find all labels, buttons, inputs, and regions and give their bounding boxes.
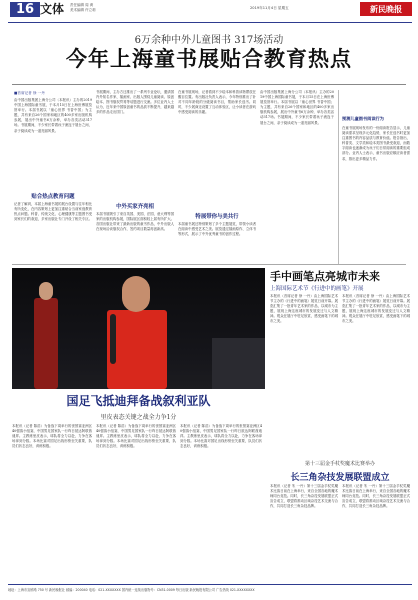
football-players-photo <box>12 268 265 389</box>
background-glow <box>212 338 265 389</box>
lead-column-1b: 记者了解到，本届上海童书展的展台设置与往年相比有所变化，在内容策划上更加注重贴合当前家庭教育热点问题。科普、传统文化、心理健康等主题图书受到家长们的欢迎，多家出版社专门开设了相关专区。 <box>14 202 92 222</box>
lead-column-1a: 由中国出版集团上海分公司（本报讯）主办的2019中国上海国际童书展，于本月15日在上海世博展览馆举行。本届书展以「童心世界 书香中国」为主题，共有来自26个国家和地区的400多家出版机构参展，展出中外童书6万余种，举办各类活动317场。书展期间，不少家长带着孩子流连于展台之间，亲子阅读成为一道亮丽风景。 <box>14 98 92 133</box>
lead-headline: 今年上海童书展贴合教育热点 <box>66 47 352 71</box>
lead-column-3a: 在童书展现场，记者看到不少绘本和科普读物摆放在醒目位置。有出版社负责人表示，今年特别推出了针对不同年龄段的分级阅读书目，帮助家长选书。同时，不少展商还设置了互动体验区，让小读者在游戏中感受阅读的乐趣。 <box>178 90 256 115</box>
art-column-2: 本报讯（首席记者 徐 一丹）由上海国际艺术节主办的《行进中的画笔》展览日前开幕。展览汇集了一批青年艺术家的作品，以城市为主题，展现上海这座城市的发展变迁与人文精神。观众在展厅中驻足欣赏，感受画笔下的城市之美。 <box>342 294 410 324</box>
acrobatics-headline: 长三角杂技发展联盟成立 <box>290 473 390 483</box>
player-left-head <box>39 282 53 300</box>
header-rule <box>8 22 412 23</box>
section-title: 文体 <box>40 2 65 16</box>
lead-reporter: ■首席记者 徐 一丹 <box>14 91 45 95</box>
footer-imprint: 地址：上海市宣桥路 750 号 新民晚报社 邮编：200040 电话：021-XXXXXXX 国内统一连续出版物号：CN31-0009 每日出版 新民晚报有限公司 广告热线 021-XXXXXXXX <box>8 584 412 592</box>
player-center-figure <box>107 310 167 389</box>
lead-column-4: 由中国出版集团上海分公司（本报讯）主办的2019中国上海国际童书展，于本月15日在上海世博展览馆举行。本届书展以「童心世界 书香中国」为主题，共有来自26个国家和地区的400多家出版机构参展，展出中外童书6万余种，举办各类活动317场。书展期间，不少家长带着孩子流连于展台之间，亲子阅读成为一道亮丽风景。 <box>260 90 334 125</box>
acrobatics-column-1: 本报讯（记者 朱 一丹）第十三届金手杖奖魔术比赛日前在上海举行，来自全国各地的魔术师同台竞技。同时，长三角杂技发展联盟正式宣告成立，联盟将推动区域杂技艺术交流与合作，共同打造长三角杂技品牌。 <box>270 484 338 509</box>
sidebar-divider <box>338 90 339 264</box>
art-column-1: 本报讯（首席记者 徐 一丹）由上海国际艺术节主办的《行进中的画笔》展览日前开幕。展览汇集了一批青年艺术家的作品，以城市为主题，展现上海这座城市的发展变迁与人文精神。观众在展厅中驻足欣赏，感受画笔下的城市之美。 <box>270 294 338 324</box>
sports-banner-headline: 国足飞抵迪拜备战叙利亚队 <box>66 394 211 408</box>
lead-column-2b: 本届书展吸引了来自英国、美国、法国、意大利等国家的出版机构参展，国际展区面积较上届有所扩大。各国出版社带来了最新出版的童书作品，中外出版人在现场洽谈版权合作，签约项目数量再创新高。 <box>96 212 174 232</box>
editors-credit: 责任编辑 周 黄 美术编辑 许立莉 <box>70 3 96 12</box>
issue-date: 2019年11月4日 星期五 <box>250 6 289 10</box>
lead-kicker: 6万余种中外儿童图书 317场活动 <box>134 35 284 46</box>
newspaper-logo: 新民晚报 <box>360 2 412 16</box>
lead-rule <box>12 84 406 85</box>
art-subtitle: 上海国际艺术节《行进中的画笔》开展 <box>270 286 364 292</box>
art-headline: 手中画笔点亮城市未来 <box>270 270 380 283</box>
sidebar-title: 预测儿童图书阅读行为 <box>342 116 384 121</box>
player-center-head <box>122 276 150 312</box>
sports-column-1: 本报讯（记者 陈浩）为备战下周举行的世预赛亚洲区40强赛小组赛，中国男足国家队一行昨日抵达阿联酋迪拜。主教练里皮表示，球队将全力以赴，力争在客场拿到分数。本场比赛对国足出线形势至关重要，队员们状态良好，训练积极。 <box>12 424 92 449</box>
mid-rule <box>12 264 406 265</box>
acrobatics-column-2: 本报讯（记者 朱 一丹）第十三届金手杖奖魔术比赛日前在上海举行，来自全国各地的魔术师同台竞技。同时，长三角杂技发展联盟正式宣告成立，联盟将推动区域杂技艺术交流与合作，共同打造长三角杂技品牌。 <box>342 484 410 509</box>
backpack-strap <box>110 314 116 364</box>
lead-subhead-1: 贴合热点教育问题 <box>31 194 75 200</box>
lead-subhead-3: 特展带你与美共行 <box>195 214 239 220</box>
lead-column-3b: 本届童书展还特别策划了多个主题展览，带领小读者在阅读中感受艺术之美。展览通过插画原作、立体书等形式，展示了中外优秀童书的创作过程。 <box>178 222 256 237</box>
player-left-figure <box>34 298 58 389</box>
lead-column-2a: 书展期间，主办方还推出了一系列专业论坛，邀请国内外知名作家、插画家、出版人围绕儿童阅读、原创绘本、图书版权贸易等话题进行交流。多位业内人士认为，近年来中国原创童书的品质不断提升，越来越多的作品走出国门。 <box>96 90 174 115</box>
sports-banner-subtitle: 里皮表态关键之战全力争1分 <box>100 414 177 421</box>
lead-subhead-2: 中外买家齐亮相 <box>116 204 154 210</box>
sports-column-2: 本报讯（记者 陈浩）为备战下周举行的世预赛亚洲区40强赛小组赛，中国男足国家队一行昨日抵达阿联酋迪拜。主教练里皮表示，球队将全力以赴，力争在客场拿到分数。本场比赛对国足出线形势至关重要，队员们状态良好，训练积极。 <box>96 424 176 449</box>
page-number: 16 <box>10 2 40 17</box>
sports-column-3: 本报讯（记者 陈浩）为备战下周举行的世预赛亚洲区40强赛小组赛，中国男足国家队一行昨日抵达阿联酋迪拜。主教练里皮表示，球队将全力以赴，力争在客场拿到分数。本场比赛对国足出线形势至关重要，队员们状态良好，训练积极。 <box>180 424 262 449</box>
acrobatics-kicker: 第十三届金手杖奖魔术比赛举办 <box>304 461 375 467</box>
sidebar-text: 在童书展现场发布的一份阅读报告显示，儿童阅读需求呈现多元化趋势，家长在选书时更加注重图书的内容品质与教育价值。报告指出，科普类、文学类和绘本类图书最受欢迎，而数字阅读也逐渐成为孩子们日常阅读的重要组成部分。业内人士表示，童书出版应顺应读者需求，推出更多精品力作。 <box>342 126 410 161</box>
